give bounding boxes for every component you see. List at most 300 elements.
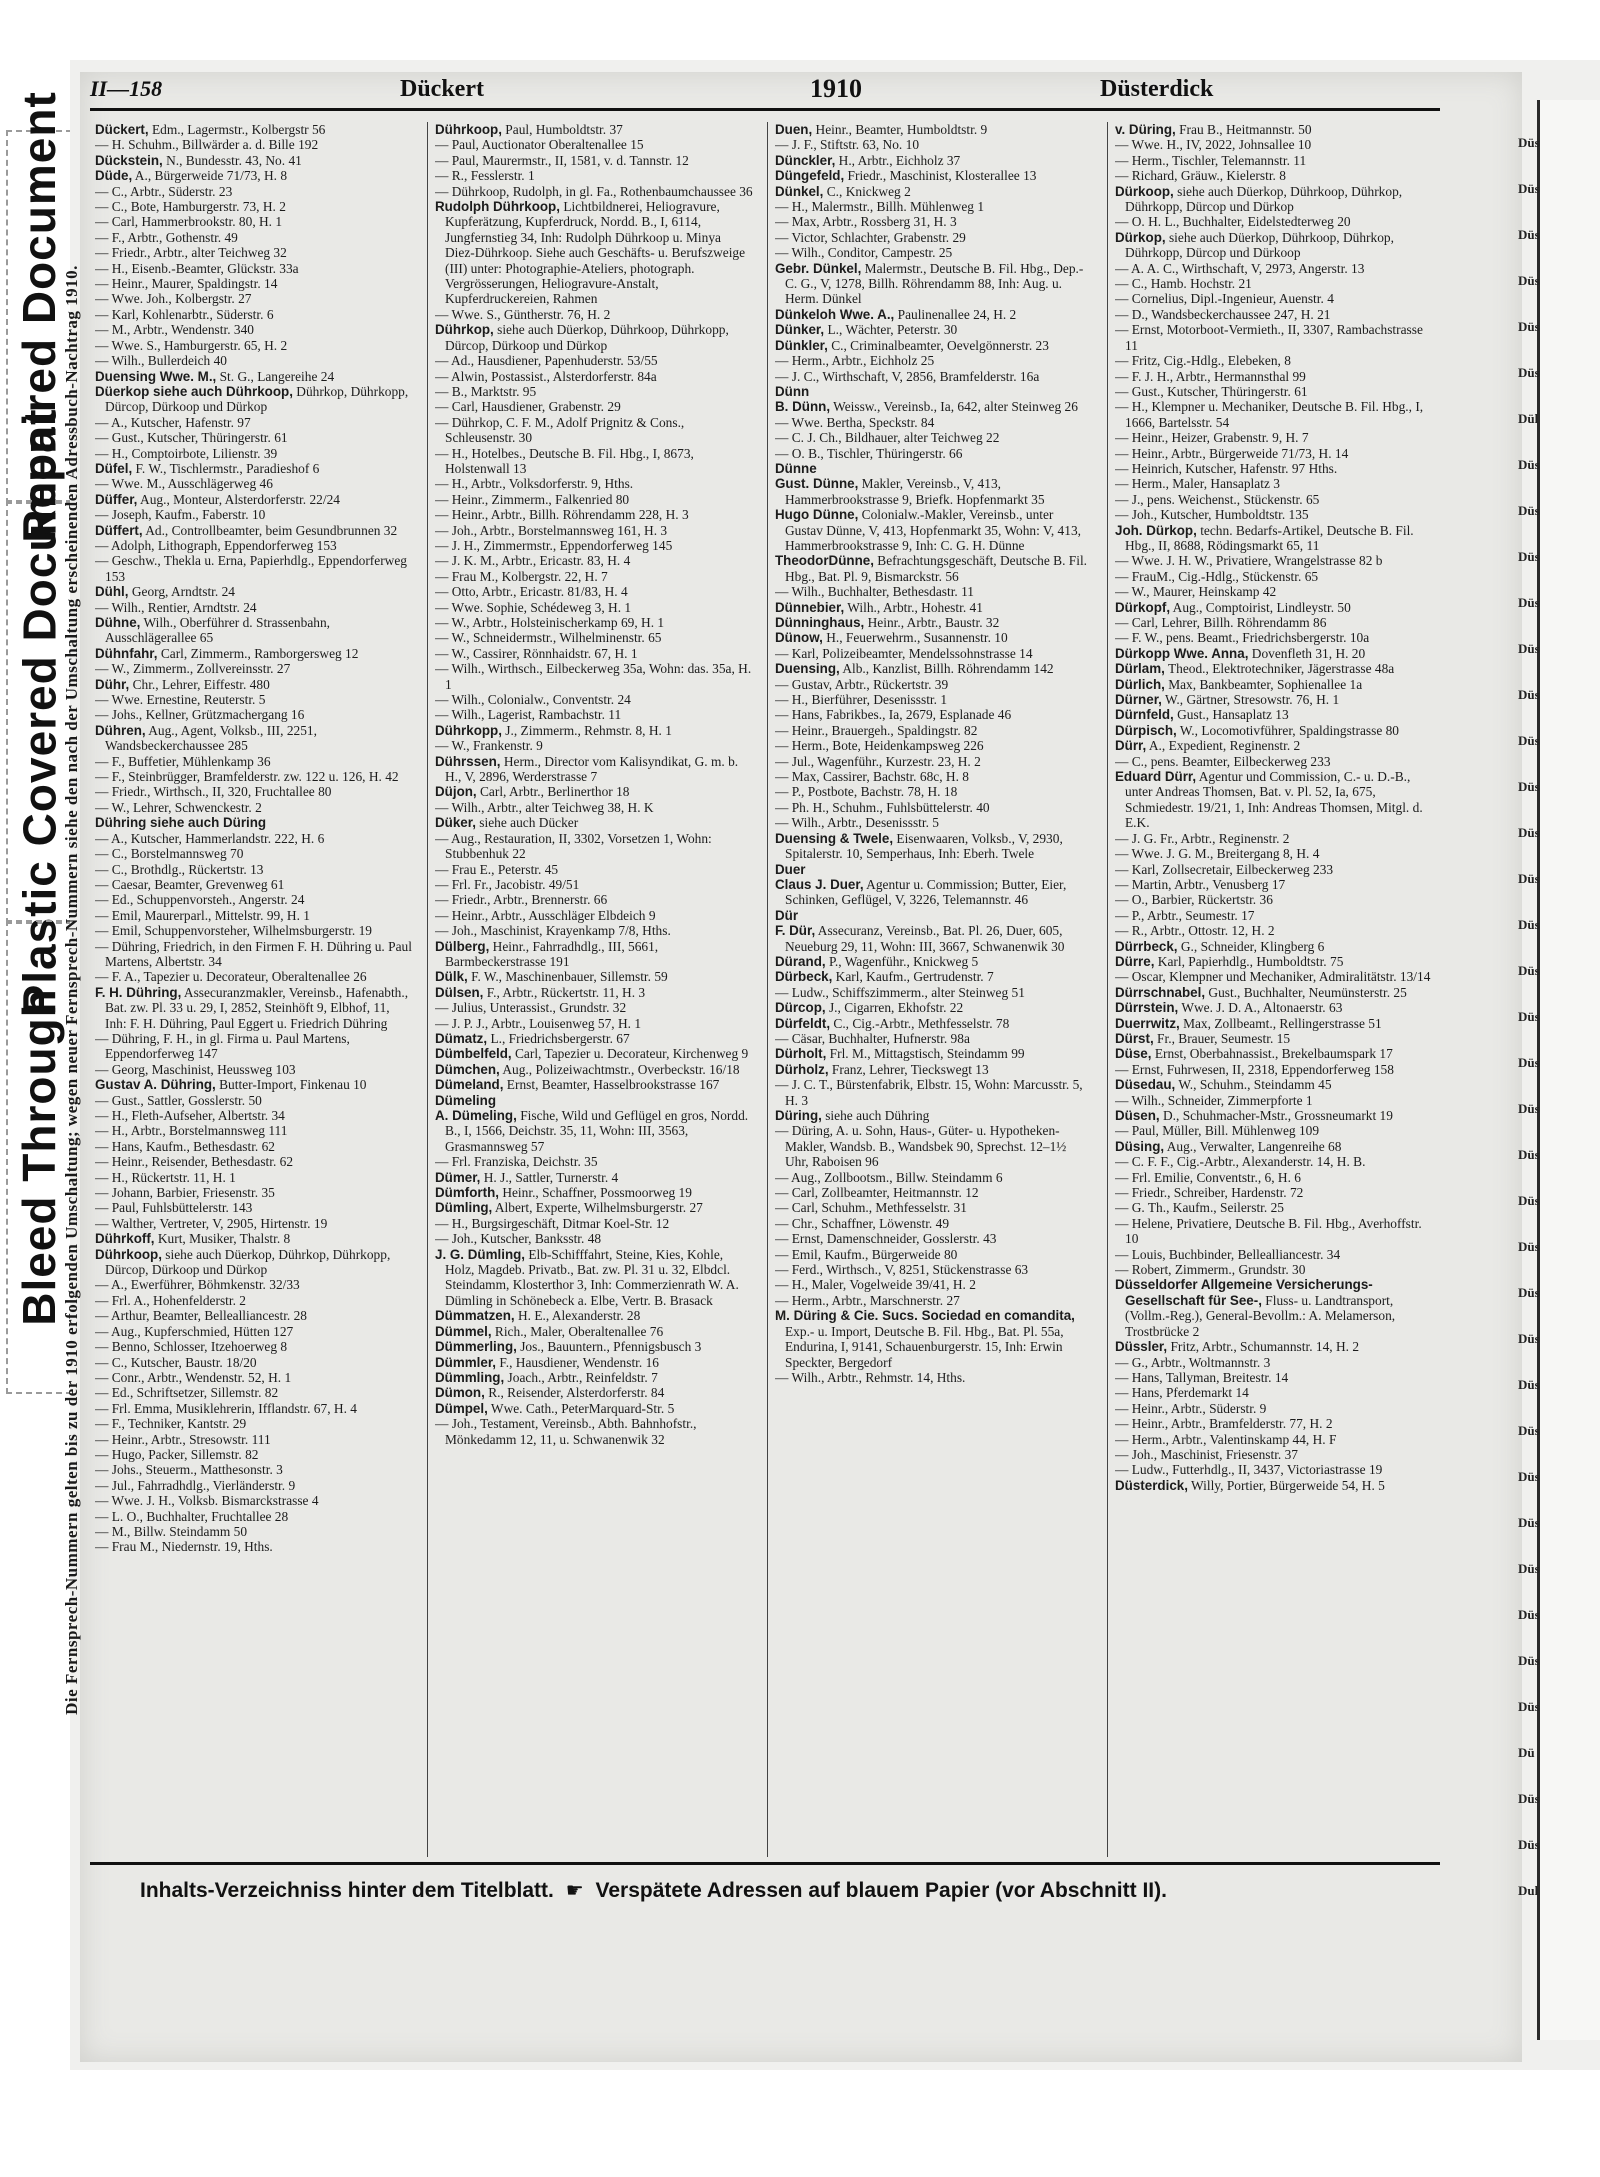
directory-entry: — Paul, Maurermstr., II, 1581, v. d. Tannstr. 12 (435, 152, 689, 168)
directory-entry: — C., Bote, Hamburgerstr. 73, H. 2 (95, 199, 286, 215)
directory-entry: — Wwe. J. G. M., Breitergang 8, H. 4 (1115, 846, 1320, 862)
directory-entry: — Heinr., Arbtr., Bürgerweide 71/73, H. 14 (1115, 445, 1349, 461)
directory-entry: Dünkeloh Wwe. A., Paulinenallee 24, H. 2 (775, 306, 1017, 322)
directory-entry: Dülk, F. W., Maschinenbauer, Sillemstr. 59 (435, 969, 668, 985)
directory-entry: — R., Arbtr., Ottostr. 12, H. 2 (1115, 923, 1275, 939)
directory-entry: — Aug., Kupferschmied, Hütten 127 (95, 1323, 294, 1339)
directory-entry: Dürpisch, W., Locomotivführer, Spaldingstrasse 80 (1115, 722, 1400, 738)
directory-entry: Dümmatzen, H. E., Alexanderstr. 28 (435, 1308, 641, 1324)
directory-entry: Düsen, D., Schuhmacher-Mstr., Grossneumarkt 19 (1115, 1108, 1393, 1123)
directory-entry: — Wwe. S., Güntherstr. 76, H. 2 (435, 306, 611, 322)
directory-entry: Dührkoop, Paul, Humboldtstr. 37 (435, 122, 623, 137)
directory-entry: Claus J. Duer, Agentur u. Commission; Butter, Eier, Schinken, Geflügel, V, 3226, Telemannstr. 46 (775, 876, 1067, 908)
directory-entry: — O. H. L., Buchhalter, Eidelstedterweg 20 (1115, 214, 1351, 230)
directory-entry: — H., Arbtr., Borstelmannsweg 111 (95, 1123, 288, 1139)
directory-entry: Düring, siehe auch Dühring (775, 1108, 930, 1123)
footer-rule (90, 1862, 1440, 1865)
directory-entry: Hugo Dünne, Colonialw.-Makler, Vereinsb., unter Gustav Dünne, V, 413, Hopfenmarkt 35, Wohn: V, 413, Hammerbrookstrasse 9, Inh: C. G. H. Dünne (775, 507, 1081, 553)
directory-entry: — Johs., Kellner, Grützmachergang 16 (95, 707, 305, 723)
directory-entry: — Karl, Kohlenarbtr., Süderstr. 6 (95, 306, 274, 322)
directory-entry: — Johs., Steuerm., Matthesonstr. 3 (95, 1462, 283, 1478)
directory-entry: — D., Wandsbeckerchaussee 247, H. 21 (1115, 306, 1331, 322)
directory-entry: Dünckler, H., Arbtr., Eichholz 37 (775, 152, 961, 168)
directory-entry: — Ed., Schuppenvorsteh., Angerstr. 24 (95, 892, 305, 908)
directory-entry: Dürkop, siehe auch Düerkop, Dührkoop, Dührkop, Dührkopp, Dürcop und Dürkoop (1115, 229, 1394, 261)
directory-entry: — Hugo, Packer, Sillemstr. 82 (95, 1446, 259, 1462)
directory-entry: — Ph. H., Schuhm., Fuhlsbüttelerstr. 40 (775, 799, 990, 815)
directory-entry: — Wilh., Conditor, Campestr. 25 (775, 245, 953, 261)
directory-entry: Duer (775, 861, 806, 877)
directory-entry: Dünkler, C., Criminalbeamter, Oevelgönnerstr. 23 (775, 337, 1049, 353)
directory-entry: — H., Arbtr., Volksdorferstr. 9, Hths. (435, 476, 634, 492)
directory-entry: — Heinr., Heizer, Grabenstr. 9, H. 7 (1115, 430, 1309, 446)
directory-entry: — H., Burgsirgeschäft, Ditmar Koel-Str. 12 (435, 1215, 670, 1231)
directory-entry: Dürkopp Wwe. Anna, Dovenfleth 31, H. 20 (1115, 645, 1366, 661)
directory-entry: — Wilh., Lagerist, Rambachstr. 11 (435, 707, 622, 723)
directory-entry: Dümforth, Heinr., Schaffner, Possmoorweg 19 (435, 1185, 692, 1201)
adjacent-entry-fragment: Düs (1518, 1561, 1540, 1576)
directory-entry: — Emil, Schuppenvorsteher, Wilhelmsburgerstr. 19 (95, 923, 372, 939)
directory-entry: Düngefeld, Friedr., Maschinist, Klosterallee 13 (775, 168, 1037, 184)
directory-entry: — M., Arbtr., Wendenstr. 340 (95, 322, 254, 338)
column-divider (767, 122, 768, 1857)
page-number: II—158 (90, 76, 163, 101)
adjacent-entry-fragment: Düs (1518, 595, 1540, 610)
directory-entry: Dümer, H. J., Sattler, Turnerstr. 4 (435, 1169, 619, 1185)
directory-entry: — A. A. C., Wirthschaft, V, 2973, Angerstr. 13 (1115, 260, 1365, 276)
directory-entry: — Ernst, Fuhrwesen, II, 2318, Eppendorferweg 158 (1115, 1061, 1394, 1077)
directory-entry: — Gust., Kutscher, Thüringerstr. 61 (1115, 383, 1308, 399)
directory-entry: — Friedr., Wirthsch., II, 320, Fruchtallee 80 (95, 784, 332, 800)
directory-entry: — Carl, Hausdiener, Grabenstr. 29 (435, 399, 621, 415)
directory-entry: — H., Eisenb.-Beamter, Glückstr. 33a (95, 260, 299, 276)
adjacent-entry-fragment: Düs (1518, 181, 1540, 196)
directory-entry: — Alwin, Postassist., Alsterdorferstr. 84a (435, 368, 657, 384)
directory-entry: — Robert, Zimmerm., Grundstr. 30 (1115, 1262, 1306, 1278)
directory-entry: Dürand, P., Wagenführ., Knickweg 5 (775, 953, 979, 969)
directory-entry: — C., Kutscher, Baustr. 18/20 (95, 1354, 257, 1370)
directory-entry: Düsseldorfer Allgemeine Versicherungs-Gesellschaft für See-, Fluss- u. Landtransport, (Vollm.-Reg.), General-Bevollm.: A. Melamerson, Trostbrücke 2 (1115, 1277, 1396, 1339)
directory-entry: — Martin, Arbtr., Venusberg 17 (1115, 876, 1286, 892)
directory-entry: — Cornelius, Dipl.-Ingenieur, Auenstr. 4 (1115, 291, 1334, 307)
directory-entry: Dünn (775, 383, 810, 399)
directory-entry: Dürr, A., Expedient, Reginenstr. 2 (1115, 738, 1301, 754)
directory-entry: — O. B., Tischler, Thüringerstr. 66 (775, 445, 963, 461)
directory-entry: — Karl, Zollsecretair, Eilbeckerweg 233 (1115, 861, 1334, 877)
directory-entry: — Frl. Franziska, Deichstr. 35 (435, 1154, 598, 1170)
directory-entry: Duen, Heinr., Beamter, Humboldtstr. 9 (775, 122, 988, 137)
directory-entry: Dümling, Albert, Experte, Wilhelmsburgerstr. 27 (435, 1200, 703, 1216)
directory-entry: M. Düring & Cie. Sucs. Sociedad en comandita, Exp.- u. Import, Deutsche B. Fil. Hbg., Bat. Pl. 55a, Endurina, I, 9141, Schauenburgerstr. 15, Inh: Erwin Speckter, Bergedorf (775, 1308, 1075, 1370)
adjacent-entry-fragment: Düs (1518, 1699, 1540, 1714)
directory-entry: — Paul, Müller, Bill. Mühlenweg 109 (1115, 1123, 1320, 1139)
directory-entry: Dülsen, F., Arbtr., Rückertstr. 11, H. 3 (435, 984, 646, 1000)
directory-entry: Dümchen, Aug., Polizeiwachtmstr., Overbeckstr. 16/18 (435, 1061, 740, 1077)
directory-entry: — Wilh., Schneider, Zimmerpforte 1 (1115, 1092, 1313, 1108)
directory-entry: — Jul., Fahrradhdlg., Vierländerstr. 9 (95, 1477, 296, 1493)
directory-entry: — Ad., Hausdiener, Papenhuderstr. 53/55 (435, 353, 658, 369)
directory-entry: Dünkel, C., Knickweg 2 (775, 183, 911, 199)
directory-entry: Düsing, Aug., Verwalter, Langenreihe 68 (1115, 1138, 1342, 1154)
directory-entry: Dürkopf, Aug., Comptoirist, Lindleystr. 50 (1115, 599, 1351, 615)
directory-entry: — Hans, Tallyman, Breitestr. 14 (1115, 1369, 1289, 1385)
directory-entry: — Ludw., Schiffszimmerm., alter Steinweg 51 (775, 984, 1025, 1000)
directory-entry: Dürre, Karl, Papierhdlg., Humboldtstr. 75 (1115, 953, 1344, 969)
adjacent-entry-fragment: Düs (1518, 135, 1540, 150)
directory-entry: — Otto, Arbtr., Ericastr. 81/83, H. 4 (435, 584, 628, 600)
directory-entry: — Wilh., Arbtr., Rehmstr. 14, Hths. (775, 1369, 966, 1385)
directory-entry: — Carl, Hammerbrookstr. 80, H. 1 (95, 214, 283, 230)
directory-entry: — A., Kutscher, Hafenstr. 97 (95, 414, 251, 430)
directory-entry: — Heinrich, Kutscher, Hafenstr. 97 Hths. (1115, 460, 1338, 476)
directory-entry: — J. C., Wirthschaft, V, 2856, Bramfelderstr. 16a (775, 368, 1040, 384)
adjacent-entry-fragment: Düs (1518, 1193, 1540, 1208)
directory-entry: Düker, siehe auch Dücker (435, 815, 579, 831)
directory-entry: — Friedr., Arbtr., alter Teichweg 32 (95, 245, 287, 261)
directory-entry: Düffer, Aug., Monteur, Alsterdorferstr. 22/24 (95, 491, 340, 507)
directory-entry: — Wwe. H., IV, 2022, Johnsallee 10 (1115, 137, 1312, 153)
directory-entry: — Herm., Bote, Heidenkampsweg 226 (775, 738, 984, 754)
directory-entry: — Ludw., Futterhdlg., II, 3437, Victoriastrasse 19 (1115, 1462, 1383, 1478)
directory-entry: Rudolph Dührkoop, Lichtbildnerei, Heliogravure, Kupferätzung, Kupferdruck, Nordd. B., I, 6114, Jungfernstieg 34, Inh: Rudolph Dührkoop u. Minya Diez-Dührkoop. Siehe auch Geschäfts- u. Berufszweige (III) unter: Photographie-Ateliers, photograph. Vergrösserungen, Heliogravure-Anstalt, Kupferdruckereien, Rahmen (435, 199, 746, 307)
adjacent-entry-fragment: Düs (1518, 1285, 1540, 1300)
directory-entry: — F. A., Tapezier u. Decorateur, Oberaltenallee 26 (95, 969, 367, 985)
directory-entry: Dümon, R., Reisender, Alsterdorferstr. 84 (435, 1385, 665, 1401)
directory-entry: — Heinr., Brauergeh., Spaldingstr. 82 (775, 722, 978, 738)
directory-entry: — Wwe. Bertha, Speckstr. 84 (775, 414, 935, 430)
directory-entry: Düerkop siehe auch Dührkoop, Dührkop, Dührkopp, Dürcop, Dürkoop und Dürkop (95, 383, 409, 415)
directory-entry: — A., Ewerführer, Böhmkenstr. 32/33 (95, 1277, 300, 1293)
adjacent-entry-fragment: Düs (1518, 549, 1540, 564)
directory-entry: Duensing Wwe. M., St. G., Langereihe 24 (95, 368, 335, 384)
adjacent-entry-fragment: Düs (1518, 1147, 1540, 1162)
directory-entry: — Friedr., Arbtr., Brennerstr. 66 (435, 892, 608, 908)
adjacent-entry-fragment: Düs (1518, 779, 1540, 794)
directory-entry: — Ed., Schriftsetzer, Sillemstr. 82 (95, 1385, 279, 1401)
directory-entry: — F., Buffetier, Mühlenkamp 36 (95, 753, 271, 769)
directory-entry: — Friedr., Schreiber, Hardenstr. 72 (1115, 1185, 1304, 1201)
directory-entry: — H., Bierführer, Desenissstr. 1 (775, 692, 948, 708)
directory-entry: — Richard, Gräuw., Kielerstr. 8 (1115, 168, 1286, 184)
directory-entry: — P., Postbote, Bachstr. 78, H. 18 (775, 784, 958, 800)
directory-entry: — Heinr., Arbtr., Stresowstr. 111 (95, 1431, 271, 1447)
directory-entry: — Hans, Fabrikbes., Ia, 2679, Esplanade 46 (775, 707, 1012, 723)
directory-entry: Dühr, Chr., Lehrer, Eiffestr. 480 (95, 676, 270, 692)
directory-entry: — Joh., Maschinist, Krayenkamp 7/8, Hths. (435, 923, 671, 939)
directory-entry: Joh. Dürkop, techn. Bedarfs-Artikel, Deutsche B. Fil. Hbg., II, 8688, Rödingsmarkt 65, 11 (1115, 522, 1414, 553)
directory-entry: — G. Th., Kaufm., Seilerstr. 25 (1115, 1200, 1284, 1216)
directory-entry: — Emil, Maurerparl., Mittelstr. 99, H. 1 (95, 907, 310, 923)
directory-entry: Dülberg, Heinr., Fahrradhdlg., III, 5661, Barmbeckerstrasse 191 (435, 938, 659, 969)
directory-entry: — W., Schneidermstr., Wilhelminenstr. 65 (435, 630, 662, 646)
adjacent-entry-fragment: Düs (1518, 1009, 1540, 1024)
directory-entry: — H., Klempner u. Mechaniker, Deutsche B. Fil. Hbg., I, 1666, Bartelsstr. 54 (1115, 399, 1424, 430)
directory-entry: — Heinr., Maurer, Spaldingstr. 14 (95, 276, 278, 292)
directory-entry: — Gust., Kutscher, Thüringerstr. 61 (95, 430, 288, 446)
directory-entry: Dümmerling, Jos., Bauuntern., Pfennigsbusch 3 (435, 1339, 702, 1355)
header-rule (90, 108, 1440, 111)
directory-entry: — W., Maurer, Heinskamp 42 (1115, 584, 1277, 600)
label-repaired-document: Repaired Document (6, 130, 72, 504)
directory-entry: — Dühring, F. H., in gl. Firma u. Paul Martens, Eppendorferweg 147 (95, 1030, 350, 1062)
directory-entry: — C., Borstelmannsweg 70 (95, 846, 244, 862)
directory-entry: Dürbeck, Karl, Kaufm., Gertrudenstr. 7 (775, 969, 994, 985)
directory-entry: — H., Comptoirbote, Lilienstr. 39 (95, 445, 278, 461)
directory-entry: — Carl, Lehrer, Billh. Röhrendamm 86 (1115, 615, 1327, 630)
directory-entry: Dürfeldt, C., Cig.-Arbtr., Methfesselstr. 78 (775, 1015, 1010, 1031)
directory-entry: — Ernst, Damenschneider, Gosslerstr. 43 (775, 1231, 997, 1247)
directory-entry: Dümmling, Joach., Arbtr., Reinfeldstr. 7 (435, 1369, 658, 1385)
directory-entry: — Victor, Schlachter, Grabenstr. 29 (775, 229, 966, 245)
directory-entry: — Joh., Kutscher, Humboldtstr. 135 (1115, 507, 1309, 523)
directory-entry: — Wwe. J. H. W., Privatiere, Wrangelstrasse 82 b (1115, 553, 1383, 569)
directory-entry: Düse, Ernst, Oberbahnassist., Brekelbaumspark 17 (1115, 1046, 1393, 1062)
telephone-notice: Die Fernsprech-Nummern gelten bis zu der 1910 erfolgenden Umschaltung; wegen neuer Fernsprech-Nummern siehe den nach der Umschaltung erscheinenden Adressbuch-Nachtrag 1910. (62, 265, 81, 1715)
directory-entry: Dürlich, Max, Bankbeamter, Sophienallee 1a (1115, 676, 1363, 692)
directory-entry: — Hans, Pferdemarkt 14 (1115, 1385, 1249, 1401)
adjacent-entry-fragment: Düs (1518, 1331, 1540, 1346)
directory-entry: Gustav A. Dühring, Butter-Import, Finkenau 10 (95, 1077, 367, 1093)
first-entry-keyword: Dückert (400, 76, 484, 102)
footer-late-addresses-note: Verspätete Adressen auf blauem Papier (vor Abschnitt II). (595, 1879, 1167, 1902)
directory-entry: — Herm., Arbtr., Valentinskamp 44, H. F (1115, 1431, 1337, 1447)
directory-entry: Dühnfahr, Carl, Zimmerm., Ramborgersweg 12 (95, 645, 359, 661)
adjacent-entry-fragment: Düs (1518, 687, 1540, 702)
directory-entry: — Geschw., Thekla u. Erna, Papierhdlg., Eppendorferweg 153 (95, 553, 407, 584)
column-1 (95, 122, 413, 1857)
directory-entry: — H. Schuhm., Billwärder a. d. Bille 192 (95, 137, 319, 153)
adjacent-entry-fragment: Dül (1518, 411, 1539, 426)
column-2 (435, 122, 753, 1857)
adjacent-entry-fragment: Düs (1518, 1515, 1540, 1530)
column-divider (427, 122, 428, 1857)
directory-entry: Dühl, Georg, Arndtstr. 24 (95, 584, 235, 600)
directory-entry: — Wilh., Arbtr., alter Teichweg 38, H. K (435, 799, 654, 815)
directory-entry: A. Dümeling, Fische, Wild und Geflügel en gros, Nordd. B., I, 1566, Deichstr. 35, 11, Wohn: III, 3563, Grasmannsweg 57 (435, 1108, 749, 1154)
directory-entry: Dürrschnabel, Gust., Buchhalter, Neumünsterstr. 25 (1115, 984, 1407, 1000)
directory-entry: Dürcop, J., Cigarren, Ekhofstr. 22 (775, 1000, 964, 1016)
directory-entry: Düjon, Carl, Arbtr., Berlinerthor 18 (435, 784, 630, 800)
directory-entry: Duerrwitz, Max, Zollbeamt., Rellingerstrasse 51 (1115, 1015, 1382, 1031)
directory-entry: — Adolph, Lithograph, Eppendorferweg 153 (95, 537, 337, 553)
directory-entry: Dürrstein, Wwe. J. D. A., Altonaerstr. 63 (1115, 1000, 1343, 1016)
directory-entry: Dührkopp, J., Zimmerm., Rehmstr. 8, H. 1 (435, 722, 672, 738)
directory-entry: — H., Fleth-Aufseher, Albertstr. 34 (95, 1108, 285, 1123)
adjacent-entry-fragment: Düs (1518, 457, 1540, 472)
label-plastic-covered-document: Plastic Covered Document (6, 500, 72, 924)
directory-entry: — J. H., Zimmermstr., Eppendorferweg 145 (435, 537, 673, 553)
pointing-hand-icon: ☛ (565, 1880, 584, 1902)
directory-entry: — Ernst, Motorboot-Vermieth., II, 3307, Rambachstrasse 11 (1115, 322, 1423, 353)
directory-entry: Dückert, Edm., Lagermstr., Kolbergstr 56 (95, 122, 326, 137)
directory-entry: — Wilh., Colonialw., Conventstr. 24 (435, 692, 631, 708)
directory-entry: — Wwe. Joh., Kolbergstr. 27 (95, 291, 252, 307)
directory-entry: Dümatz, L., Friedrichsbergerstr. 67 (435, 1030, 630, 1046)
directory-entry: — Düring, A. u. Sohn, Haus-, Güter- u. Hypotheken-Makler, Wandsb. B., Wandsbek 90, Sprechst. 12–1½ Uhr, Raboisen 96 (775, 1123, 1067, 1170)
directory-entry: — Paul, Fuhlsbüttelerstr. 143 (95, 1200, 253, 1216)
directory-entry: — Wilh., Wirthsch., Eilbeckerweg 35a, Wohn: das. 35a, H. 1 (435, 661, 752, 692)
directory-entry: Dümeling (435, 1092, 497, 1108)
directory-entry: — R., Fesslerstr. 1 (435, 168, 535, 184)
directory-entry: Dühren, Aug., Agent, Volksb., III, 2251, Wandsbeckerchaussee 285 (95, 722, 317, 754)
directory-entry: — Frau M., Niedernstr. 19, Hths. (95, 1539, 273, 1555)
directory-entry: Dünow, H., Feuerwehrm., Susannenstr. 10 (775, 630, 1008, 646)
directory-entry: — C. F. F., Cig.-Arbtr., Alexanderstr. 14, H. B. (1115, 1154, 1366, 1170)
directory-entry: Düssler, Fritz, Arbtr., Schumannstr. 14, H. 2 (1115, 1339, 1360, 1355)
directory-entry: — Frl. A., Hohenfelderstr. 2 (95, 1292, 246, 1308)
adjacent-entry-fragment: Düs (1518, 1607, 1540, 1622)
directory-entry: — Paul, Auctionator Oberaltenallee 15 (435, 137, 644, 153)
adjacent-entry-fragment: Düs (1518, 963, 1540, 978)
directory-entry: Dünne (775, 460, 817, 476)
directory-entry: J. G. Dümling, Elb-Schifffahrt, Steine, Kies, Kohle, Holz, Magdeb. Privatb., Bat. zw. Pl. 31 u. 32, Elbdcl. Steindamm, Klosterthor 3, Inh: Commerzienrath W. A. Dümling in Schönebeck a. Elbe, Vertr. B. Brasack (435, 1246, 739, 1308)
directory-entry: Düffert, Ad., Controllbeamter, beim Gesundbrunnen 32 (95, 522, 398, 538)
adjacent-entry-fragment: Düs (1518, 917, 1540, 932)
directory-entry: v. Düring, Frau B., Heitmannstr. 50 (1115, 122, 1312, 137)
directory-entry: — A., Kutscher, Hammerlandstr. 222, H. 6 (95, 830, 325, 846)
directory-entry: — Emil, Kaufm., Bürgerweide 80 (775, 1246, 958, 1262)
adjacent-entry-fragment: Düs (1518, 733, 1540, 748)
directory-entry: — Hans, Kaufm., Bethesdastr. 62 (95, 1138, 276, 1154)
directory-entry: — J. C. T., Bürstenfabrik, Elbstr. 15, Wohn: Marcusstr. 5, H. 3 (775, 1077, 1083, 1108)
directory-entry: — W., Arbtr., Holsteinischerkamp 69, H. 1 (435, 615, 665, 630)
directory-entry: — Herm., Maler, Hansaplatz 3 (1115, 476, 1280, 492)
directory-entry: Dührkoop, siehe auch Düerkop, Dührkop, Dührkopp, Dürcop, Dürkoop und Dürkop (95, 1246, 391, 1278)
directory-entry: — Aug., Zollbootsm., Billw. Steindamm 6 (775, 1169, 1003, 1185)
directory-entry: Eduard Dürr, Agentur und Commission, C.- u. D.-B., unter Andreas Thomsen, Bat. v. Pl. 52, Ia, 675, Schmiedestr. 19/21, 1, Inh: Andreas Thomsen, Mitgl. d. E.K. (1115, 769, 1423, 831)
directory-entry: — Herm., Arbtr., Eichholz 25 (775, 353, 935, 369)
directory-entry: — Joh., Arbtr., Borstelmannsweg 161, H. 3 (435, 522, 668, 538)
directory-entry: Dührkop, siehe auch Düerkop, Dührkoop, Dührkopp, Dürcop, Dürkoop und Dürkop (435, 322, 729, 353)
column-divider (1107, 122, 1108, 1857)
directory-entry: — Wwe. J. H., Volksb. Bismarckstrasse 4 (95, 1493, 319, 1509)
directory-entry: Dürnfeld, Gust., Hansaplatz 13 (1115, 707, 1289, 723)
directory-entry: B. Dünn, Weissw., Vereinsb., Ia, 642, alter Steinweg 26 (775, 399, 1078, 415)
directory-entry: Dümbelfeld, Carl, Tapezier u. Decorateur, Kirchenweg 9 (435, 1046, 749, 1062)
adjacent-entry-fragment: Düs (1518, 871, 1540, 886)
directory-entry: — Heinr., Arbtr., Bramfelderstr. 77, H. 2 (1115, 1416, 1333, 1432)
directory-entry: Gust. Dünne, Makler, Vereinsb., V, 413, Hammerbrookstrasse 9, Briefk. Hopfenmarkt 35 (775, 476, 1045, 507)
directory-entry: — J. F., Stiftstr. 63, No. 10 (775, 137, 920, 153)
directory-entry: — L. O., Buchhalter, Fruchtallee 28 (95, 1508, 289, 1524)
directory-entry: Düsedau, W., Schuhm., Steindamm 45 (1115, 1077, 1332, 1093)
directory-entry: — Joh., Maschinist, Friesenstr. 37 (1115, 1446, 1299, 1462)
adjacent-entry-fragment: Düs (1518, 641, 1540, 656)
directory-entry: — Wwe. Sophie, Schédeweg 3, H. 1 (435, 599, 632, 615)
directory-entry: — J., pens. Weichenst., Stückenstr. 65 (1115, 491, 1320, 507)
last-entry-keyword: Düsterdick (1100, 76, 1214, 102)
directory-entry: — Wwe. S., Hamburgerstr. 65, H. 2 (95, 337, 288, 353)
directory-entry: — Herm., Arbtr., Marschnerstr. 27 (775, 1292, 960, 1308)
directory-entry: — Louis, Buchbinder, Belleallianсestr. 34 (1115, 1246, 1341, 1262)
adjacent-entry-fragment: Düs (1518, 1837, 1540, 1852)
adjacent-entry-fragment: Düs (1518, 825, 1540, 840)
directory-entry: — Walther, Vertreter, V, 2905, Hirtenstr. 19 (95, 1215, 328, 1231)
directory-entry: — G., Arbtr., Woltmannstr. 3 (1115, 1354, 1271, 1370)
directory-entry: — Caesar, Beamter, Grevenweg 61 (95, 876, 285, 892)
directory-entry: — Joh., Testament, Vereinsb., Abth. Bahnhofstr., Mönkedamm 12, 11, u. Schwanenwik 32 (435, 1416, 697, 1447)
adjacent-entry-fragment: Dü (1518, 1745, 1535, 1760)
directory-entry: — Conr., Arbtr., Wendenstr. 52, H. 1 (95, 1369, 292, 1385)
page-footer (140, 1878, 1440, 1903)
directory-entry: — Carl, Zollbeamter, Heitmannstr. 12 (775, 1185, 979, 1201)
directory-year: 1910 (810, 74, 862, 103)
adjacent-entry-fragment: Düs (1518, 503, 1540, 518)
adjacent-entry-fragment: Dul (1518, 1883, 1539, 1898)
directory-entry: — Frl. Emma, Musiklehrerin, Ifflandstr. 67, H. 4 (95, 1400, 357, 1416)
adjacent-entry-fragment: Düs (1518, 1423, 1540, 1438)
directory-entry: — F., Steinbrügger, Bramfelderstr. zw. 122 u. 126, H. 42 (95, 769, 399, 785)
directory-entry: Dür (775, 907, 799, 923)
directory-entry: Dümmler, F., Hausdiener, Wendenstr. 16 (435, 1354, 659, 1370)
directory-entry: — C., Brothdlg., Rückertstr. 13 (95, 861, 264, 877)
directory-entry: Dürst, Fr., Brauer, Seumestr. 15 (1115, 1030, 1291, 1046)
column-3 (775, 122, 1093, 1857)
adjacent-entry-fragment: Düs (1518, 1055, 1540, 1070)
adjacent-entry-fragment: Düs (1518, 273, 1540, 288)
directory-entry: — J. K. M., Arbtr., Ericastr. 83, H. 4 (435, 553, 631, 569)
directory-entry: — H., Malermstr., Billh. Mühlenweg 1 (775, 199, 985, 215)
directory-entry: Dühne, Wilh., Oberführer d. Strassenbahn, Ausschlägerallee 65 (95, 615, 331, 646)
directory-entry: — Fritz, Cig.-Hdlg., Elebeken, 8 (1115, 353, 1291, 369)
directory-entry: — J. P. J., Arbtr., Louisenweg 57, H. 1 (435, 1015, 642, 1031)
directory-entry: — F. W., pens. Beamt., Friedrichsbergerstr. 10a (1115, 630, 1370, 646)
column-4 (1115, 122, 1437, 1857)
directory-entry: — Heinr., Arbtr., Billh. Röhrendamm 228, H. 3 (435, 507, 689, 523)
directory-entry: F. H. Dühring, Assecuranzmakler, Vereinsb., Hafenabth., Bat. zw. Pl. 33 u. 29, I, 2852, Steinhöft 9, Elbhof, 11, Inh: F. H. Dühring, Paul Eggert u. Friedrich Dühring (95, 984, 409, 1031)
footer-index-note: Inhalts-Verzeichniss hinter dem Titelblatt. (140, 1879, 554, 1902)
adjacent-entry-fragment: Düs (1518, 1239, 1540, 1254)
directory-entry: — Julius, Unterassist., Grundstr. 32 (435, 1000, 627, 1016)
directory-entry: — Carl, Schuhm., Methfesselstr. 31 (775, 1200, 967, 1216)
directory-entry: — Heinr., Reisender, Bethesdastr. 62 (95, 1154, 294, 1170)
directory-entry: Gebr. Dünkel, Malermstr., Deutsche B. Fil. Hbg., Dep.-C. G., V, 1278, Billh. Röhrendamm 88, Inh: Aug. u. Herm. Dünkel (775, 260, 1084, 307)
directory-entry: F. Dür, Asseсuranz, Vereinsb., Bat. Pl. 26, Duer, 605, Neueburg 29, 11, Wohn: III, 3667, Schwanenwik 30 (775, 923, 1065, 954)
directory-entry: — Dührkop, C. F. M., Adolf Prignitz & Cons., Schleusenstr. 30 (435, 414, 685, 446)
directory-entry: — Jul., Wagenführ., Kurzestr. 23, H. 2 (775, 753, 981, 769)
directory-entry: — Benno, Schlosser, Itzehoerweg 8 (95, 1339, 288, 1355)
directory-entry: — F., Techniker, Kantstr. 29 (95, 1416, 247, 1432)
directory-entry: — Gust., Sattler, Gosslerstr. 50 (95, 1092, 262, 1108)
label-bleed-through: Bleed Through (6, 920, 72, 1394)
directory-entry: — Karl, Polizeibeamter, Mendelssohnstrasse 14 (775, 645, 1033, 661)
directory-entry: — F. J. H., Arbtr., Hermannsthal 99 (1115, 368, 1306, 384)
directory-entry: — Oscar, Klempner und Mechaniker, Admiralitätstr. 13/14 (1115, 969, 1431, 985)
directory-entry: — FrauM., Cig.-Hdlg., Stückenstr. 65 (1115, 568, 1319, 584)
directory-entry: — Wilh., Bullerdeich 40 (95, 353, 227, 369)
directory-entry: — C. J. Ch., Bildhauer, alter Teichweg 22 (775, 430, 1000, 446)
directory-entry: — Georg, Maschinist, Heussweg 103 (95, 1061, 296, 1077)
directory-entry: Düde, A., Bürgerweide 71/73, H. 8 (95, 168, 288, 184)
adjacent-entry-fragment: Düs (1518, 365, 1540, 380)
directory-entry: Düfel, F. W., Tischlermstr., Paradieshof 6 (95, 460, 320, 476)
directory-entry: Dürkoop, siehe auch Düerkop, Dührkoop, Dührkop, Dührkopp, Dürcop und Dürkop (1115, 183, 1403, 215)
directory-entry: — W., Zimmerm., Zollvereinsstr. 27 (95, 661, 291, 677)
directory-entry: Düsterdick, Willy, Portier, Bürgerweide 54, H. 5 (1115, 1477, 1385, 1493)
directory-entry: Dührkoff, Kurt, Musiker, Thalstr. 8 (95, 1231, 291, 1247)
directory-entry: — Wilh., Arbtr., Desenissstr. 5 (775, 815, 939, 831)
directory-entry: — W., Cassirer, Rönnhaidstr. 67, H. 1 (435, 645, 638, 661)
directory-entry: — Frau M., Kolbergstr. 22, H. 7 (435, 568, 608, 584)
directory-entry: — H., Hotelbes., Deutsche B. Fil. Hbg., I, 8673, Holstenwall 13 (435, 445, 694, 476)
directory-entry: Dürner, W., Gärtner, Stresowstr. 76, H. 1 (1115, 692, 1340, 708)
directory-entry: — Heinr., Arbtr., Ausschläger Elbdeich 9 (435, 907, 656, 923)
directory-entry: — Herm., Tischler, Telemannstr. 11 (1115, 152, 1307, 168)
directory-entry: Dürlam, Theod., Elektrotechniker, Jägerstrasse 48a (1115, 661, 1395, 677)
directory-entry: — Wilh., Rentier, Arndtstr. 24 (95, 599, 257, 615)
adjacent-page-strip (1518, 120, 1588, 1920)
adjacent-entry-fragment: Düs (1518, 319, 1540, 334)
